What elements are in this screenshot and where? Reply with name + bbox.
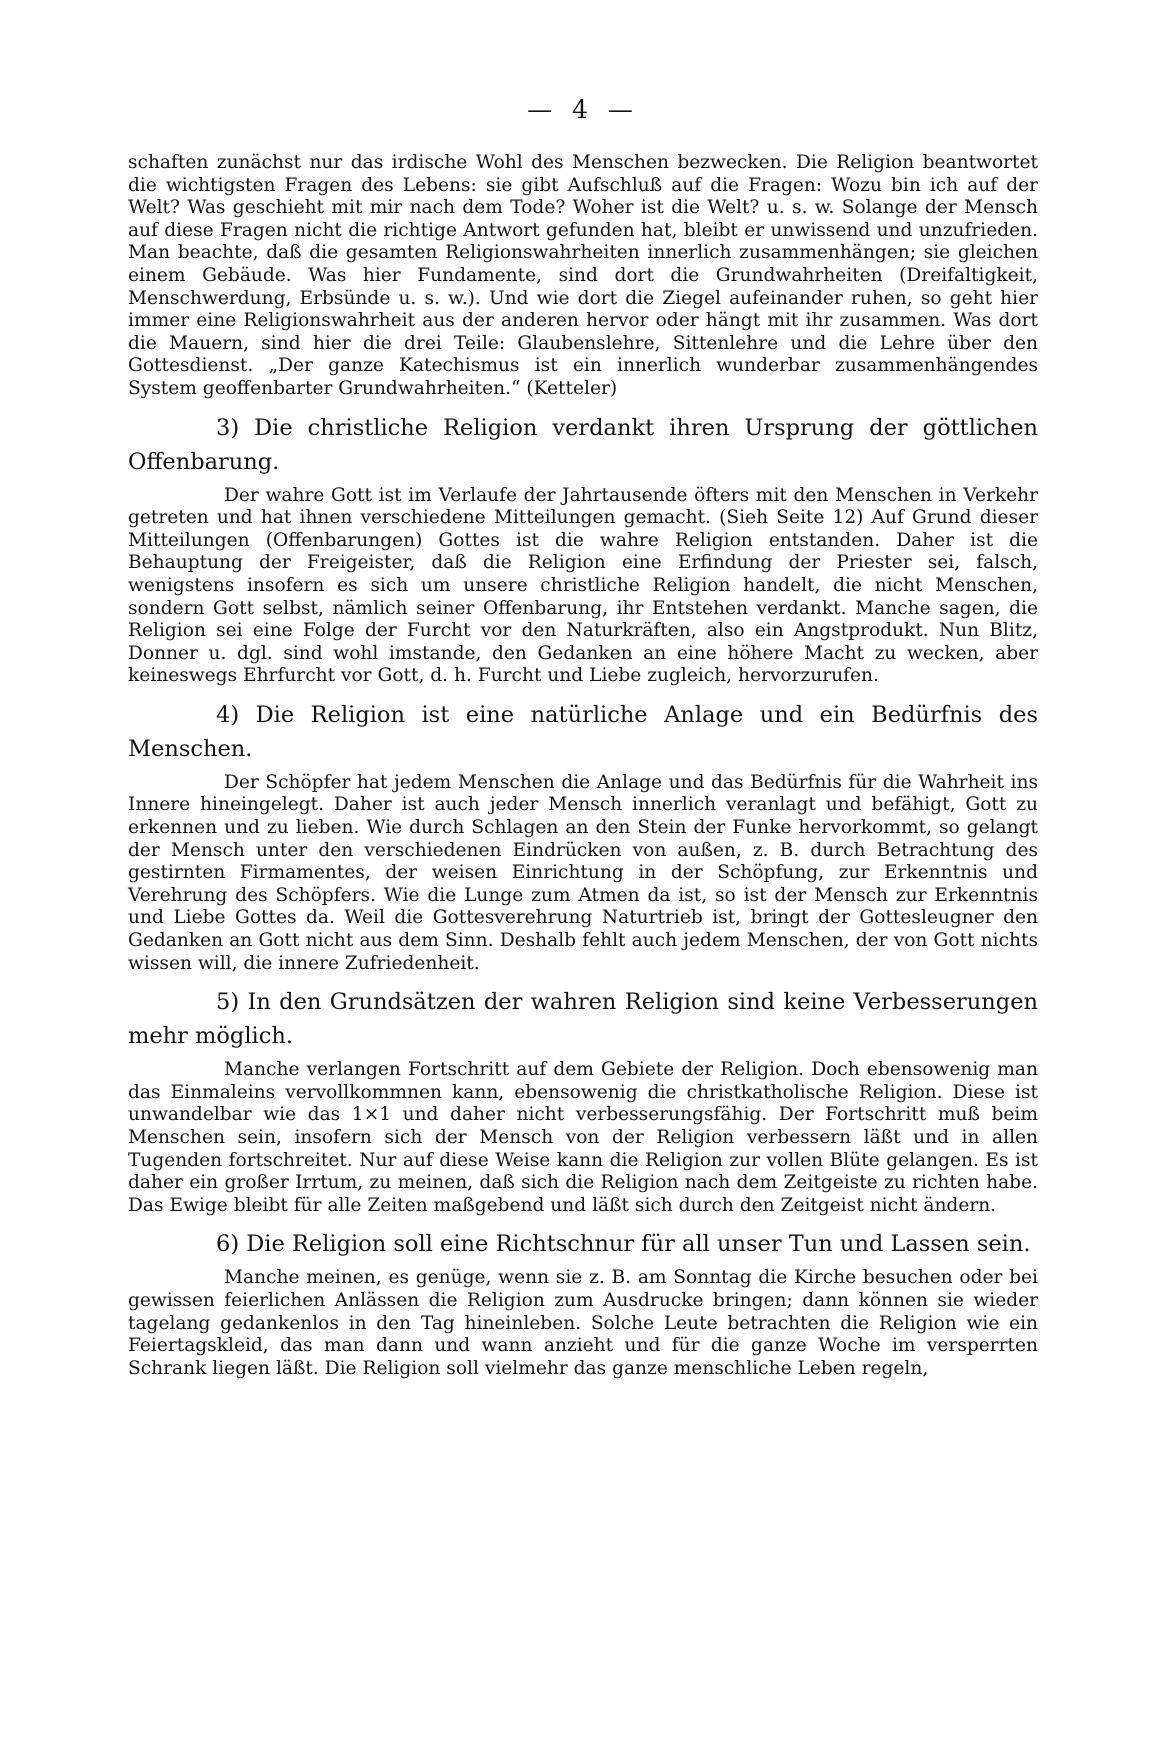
section-4: [128, 698, 1038, 975]
section-heading: 3) Die christliche Religion verdankt ihren Ursprung der göttlichen Offenbarung.: [128, 414, 1038, 475]
section-5: [128, 985, 1038, 1217]
section-heading: 4) Die Religion ist eine natürliche Anlage und ein Bedürfnis des Menschen.: [128, 701, 1038, 762]
section-heading: 5) In den Grundsätzen der wahren Religion sind keine Verbesserungen mehr möglich.: [128, 989, 1038, 1050]
section-body: Manche verlangen Fortschritt auf dem Gebiete der Religion. Doch ebensowenig man das Einmaleins vervollkommnen kann, ebensowenig die christkatholische Religion. Diese ist unwandelbar wie das 1×1 und daher nicht verbesserungsfähig. Der Fortschritt muß beim Menschen sein, insofern sich der Mensch von der Religion verbessern läßt und in allen Tugenden fortschreitet. Nur auf diese Weise kann die Religion zur vollen Blüte gelangen. Es ist daher ein großer Irrtum, zu meinen, daß sich die Religion nach dem Zeitgeiste zu richten habe. Das Ewige bleibt für alle Zeiten maßgebend und läßt sich durch den Zeitgeist nicht ändern.: [128, 1059, 1038, 1216]
page-number: — 4 —: [527, 95, 639, 124]
section-heading: 6) Die Religion soll eine Richtschnur für all unser Tun und Lassen sein.: [216, 1231, 1031, 1258]
intro-paragraph: schaften zunächst nur das irdische Wohl des Menschen bezwecken. Die Religion beantwortet die wichtigsten Fragen des Lebens: sie gibt Aufschluß auf die Fragen: Wozu bin ich auf der Welt? Was geschieht mit mir nach dem Tode? Woher ist die Welt? u. s. w. Solange der Mensch auf diese Fragen nicht die richtige Antwort gefunden hat, bleibt er unwissend und unzufrieden. Man beachte, daß die gesamten Religionswahrheiten innerlich zusammenhängen; sie gleichen einem Gebäude. Was hier Fundamente, sind dort die Grundwahrheiten (Dreifaltigkeit, Menschwerdung, Erbsünde u. s. w.). Und wie dort die Ziegel aufeinander ruhen, so geht hier immer eine Religionswahrheit aus der anderen hervor oder hängt mit ihr zusammen. Was dort die Mauern, sind hier die drei Teile: Glaubenslehre, Sittenlehre und die Lehre über den Gottesdienst. „Der ganze Katechismus ist ein innerlich wunderbar zusammenhängendes System geoffenbarter Grundwahrheiten.“ (Ketteler): [128, 152, 1038, 399]
section-body: Der wahre Gott ist im Verlaufe der Jahrtausende öfters mit den Menschen in Verkehr getreten und hat ihnen verschiedene Mitteilungen gemacht. (Sieh Seite 12) Auf Grund dieser Mitteilungen (Offenbarungen) Gottes ist die wahre Religion entstanden. Daher ist die Behauptung der Freigeister, daß die Religion eine Erfindung der Priester sei, falsch, wenigstens insofern es sich um unsere christliche Religion handelt, die nicht Menschen, sondern Gott selbst, nämlich seiner Offenbarung, ihr Entstehen verdankt. Manche sagen, die Religion sei eine Folge der Furcht vor den Naturkräften, also ein Angstprodukt. Nun Blitz, Donner u. dgl. sind wohl imstande, den Gedanken an eine höhere Macht zu wecken, aber keineswegs Ehrfurcht vor Gott, d. h. Furcht und Liebe zugleich, hervorzurufen.: [128, 484, 1038, 687]
section-body: Der Schöpfer hat jedem Menschen die Anlage und das Bedürfnis für die Wahrheit ins Innere hineingelegt. Daher ist auch jeder Mensch innerlich veranlagt und befähigt, Gott zu erkennen und zu lieben. Wie durch Schlagen an den Stein der Funke hervorkommt, so gelangt der Mensch unter den verschiedenen Eindrücken von außen, z. B. durch Betrachtung des gestirnten Firmamentes, der weisen Einrichtung in der Schöpfung, zur Erkenntnis und Verehrung des Schöpfers. Wie die Lunge zum Atmen da ist, so ist der Mensch zur Erkenntnis und Liebe Gottes da. Weil die Gottesverehrung Naturtrieb ist, bringt der Gottesleugner den Gedanken an Gott nicht aus dem Sinn. Deshalb fehlt auch jedem Menschen, der von Gott nichts wissen will, die innere Zufriedenheit.: [128, 771, 1038, 974]
section-6: [128, 1227, 1038, 1380]
section-3: [128, 411, 1038, 688]
section-body: Manche meinen, es genüge, wenn sie z. B. am Sonntag die Kirche besuchen oder bei gewissen feierlichen Anlässen die Religion zum Ausdrucke bringen; dann können sie wieder tagelang gedankenlos in den Tag hineinleben. Solche Leute betrachten die Religion wie ein Feiertagskleid, das man dann und wann anzieht und für die ganze Woche im versperrten Schrank liegen läßt. Die Religion soll vielmehr das ganze menschliche Leben regeln,: [128, 1267, 1038, 1379]
